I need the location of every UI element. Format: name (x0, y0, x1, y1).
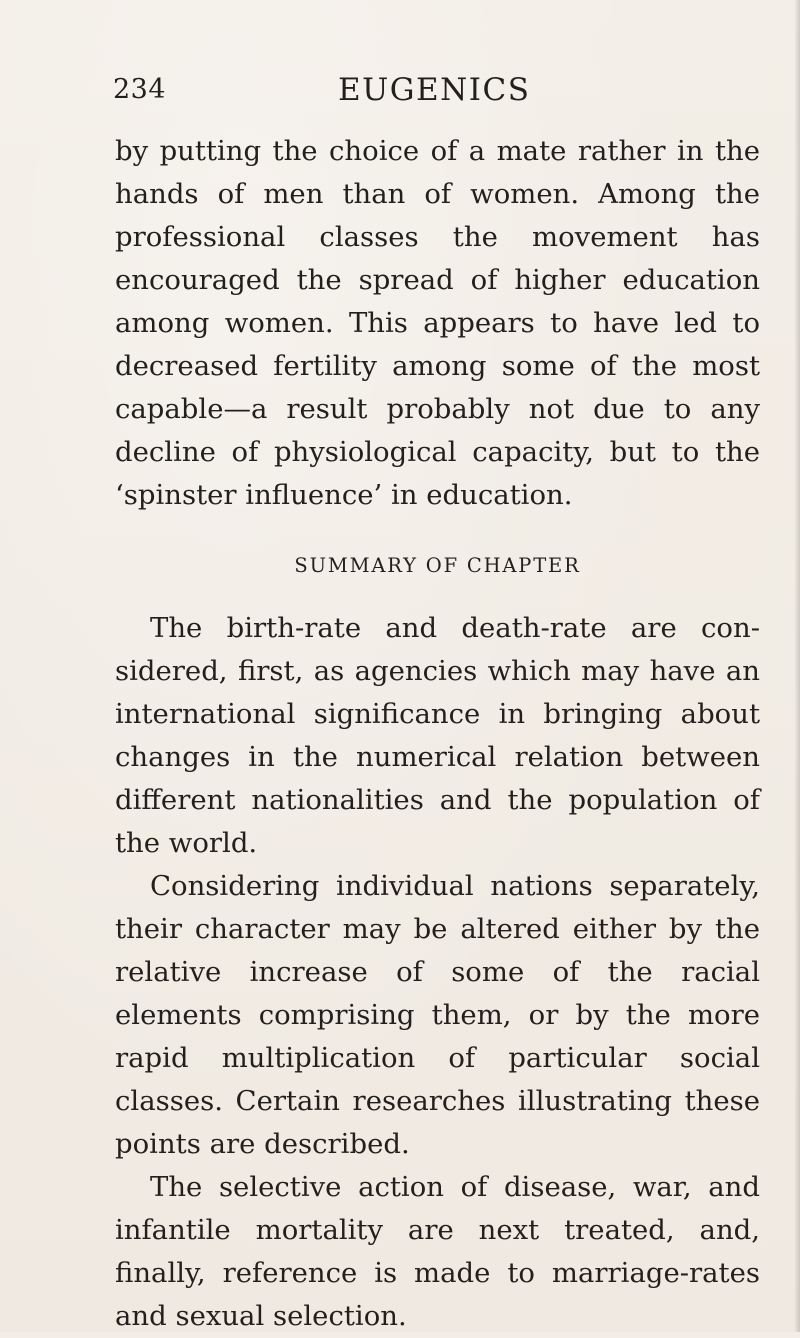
running-head: EUGENICS (338, 72, 531, 108)
body-text (115, 130, 760, 1338)
summary-paragraph: Considering individual nations separately, their character may be altered either by the relative increase of some of the racial elements comprising them, or by the more rapid multiplication of particular social classes. Certain researches illustrating these points are described. (115, 870, 760, 1160)
continuation-paragraph: by putting the choice of a mate rather in the hands of men than of women. Among the professional classes the movement has encouraged the spread of higher education among women. This appears to have led to decreased fertility among some of the most capable—a result probably not due to any decline of physiological capacity, but to the ‘spinster influence’ in education. (115, 135, 760, 511)
page-edge-shadow (794, 0, 800, 1332)
summary-paragraph: The birth-rate and death-rate are considered, first, as agencies which may have an international significance in bringing about changes in the numerical relation between different nationalities and the population of the world. (115, 612, 760, 859)
page-number: 234 (113, 74, 167, 105)
summary-section (115, 607, 760, 1338)
page-header (0, 72, 800, 112)
summary-heading: SUMMARY OF CHAPTER (294, 554, 581, 577)
summary-paragraph: The selective action of disease, war, and infantile mortality are next treated, and, finally, reference is made to marriage-rates and sexual selection. (115, 1171, 760, 1332)
